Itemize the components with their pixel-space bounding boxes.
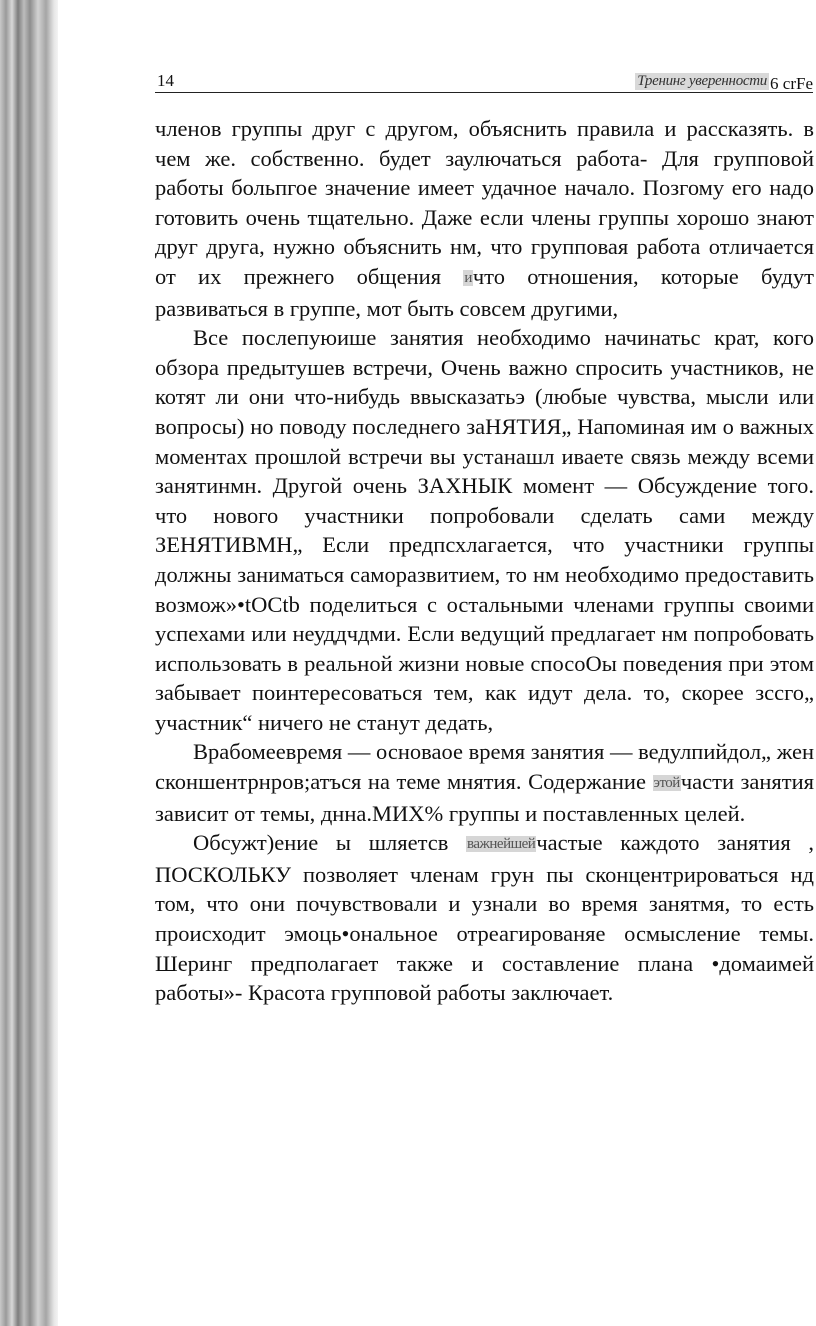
header-tail: 6 crFe bbox=[770, 74, 813, 93]
smudged-word: этой bbox=[653, 775, 680, 792]
paragraph-4-text: Обсужт)ение ы шляетсв bbox=[193, 830, 466, 856]
paragraph-3-text-cont: части занятия зависит от темы, днна.МИХ% группы и поставленных целей. bbox=[155, 769, 815, 826]
paragraph-3-text: Врабомеевремя — основаое время занятия — ведулпийдол„ жен сконшентрнров;атъся на теме мнятия. Содержание bbox=[155, 739, 814, 795]
page-number: 14 bbox=[157, 71, 174, 90]
running-title: Тренинг уверенности bbox=[637, 73, 767, 89]
paragraph-4 bbox=[155, 828, 814, 1008]
page-header bbox=[155, 64, 813, 93]
paragraph-1-text-cont: что отношения, которые будут развиваться в группе, мот быть совсем другими, bbox=[155, 263, 814, 321]
paragraph-2: Все послепуюише занятия необходимо начинатьс крат, кого обзора предытушев встречи, Очень важно спросить участников, не котят ли они что-нибудь ввысказатьэ (любые чувства, мысли или вопросы) но поводу последнего заНЯТИЯ„ Напоминая им о важных моментах прошлой встречи вы устанашл иваете связь между всеми занятинмн. Другой очень ЗАХНЫК момент — Обсуждение того. что нового участники попробовали сделать сами между ЗЕНЯТИВМН„ Если предпсхлагается, что участники группы должны заниматься саморазвитием, то нм необходимо предоставить возмож»•tOCtb поделиться с остальными членами группы своими успехами или неуддчдми. Если ведущий предлагает нм попробовать использовать в реальной жизни новые спосоОы поведения при этом забывает поинтересоваться тем, как идут дела. то, скорее зссго„ участник“ ничего не станут дедать, bbox=[155, 325, 814, 735]
smudged-word: важнейшей bbox=[466, 836, 536, 853]
paragraph-1 bbox=[155, 114, 814, 323]
book-spine-shadow bbox=[0, 0, 58, 1326]
paragraph-4-text-cont: частые каждото занятия , ПОСКОЛЬКУ позволяет членам грун пы сконцентрироваться нд том, что они почувствовали и узнали во время занятмя, то есть происходит эмоць•ональное отреагированяе осмысление темы. Шеринг предполагает также и составление плана •домаимей работы»- Красота групповой работы заключает. bbox=[155, 830, 814, 1006]
paragraph-3 bbox=[155, 737, 814, 828]
paragraph-1-text: членов группы друг с другом, объяснить правила и рассказять. в чем же. собственно. будет заулючаться работа- Для групповой работы больпгое значение имеет удачное начало. Позгому его надо готовить очень тщательно. Даже если члены группы хорошо знают друг друга, нужно объяснить нм, что групповая работа отличается от их прежнего общения bbox=[155, 116, 814, 289]
smudged-word: и bbox=[464, 269, 472, 286]
body-text bbox=[155, 114, 814, 1008]
